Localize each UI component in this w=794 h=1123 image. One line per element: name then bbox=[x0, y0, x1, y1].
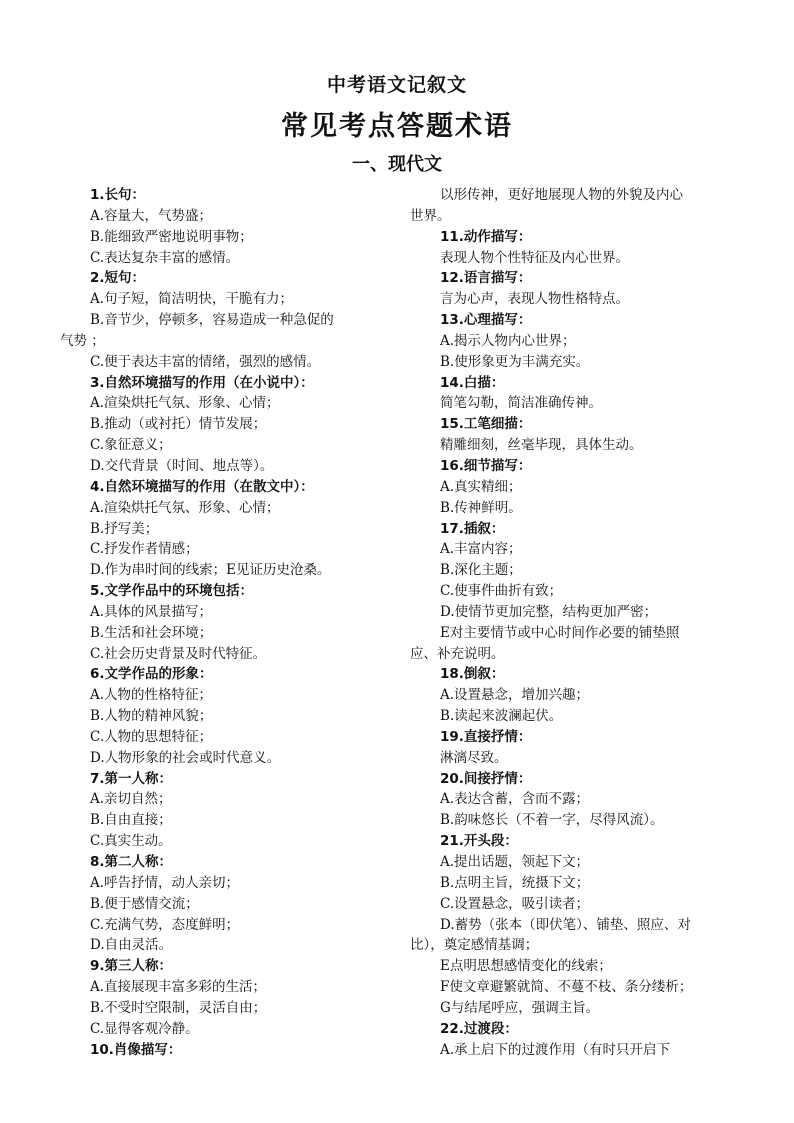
item-text: D.自由灵活。 bbox=[90, 937, 173, 954]
item-heading: 10.肖像描写： bbox=[90, 1041, 182, 1058]
item-text: C.使事件曲折有致； bbox=[440, 583, 563, 600]
item-text: C.象征意义； bbox=[90, 437, 172, 454]
item-heading: 1.长句： bbox=[90, 187, 146, 203]
item-text: B.能细致严密地说明事物； bbox=[90, 228, 253, 245]
item-text: B.推动（或衬托）情节发展； bbox=[90, 416, 267, 433]
item-heading: 8.第二人称： bbox=[90, 854, 173, 870]
item-text: 世界。 bbox=[410, 207, 451, 224]
item-text: B.生活和社会环境； bbox=[90, 624, 213, 641]
item-heading: 20.间接抒情： bbox=[440, 770, 532, 787]
item-text: C.设置悬念，吸引读者； bbox=[440, 895, 590, 912]
item-text: F使文章避繁就简、不蔓不枝、条分缕析； bbox=[440, 979, 693, 996]
item-text: D.交代背景（时间、地点等）。 bbox=[90, 457, 274, 474]
section-heading: 一、现代文 bbox=[352, 154, 442, 175]
item-text: E点明思想感情变化的线索； bbox=[440, 958, 612, 975]
item-heading: 4.自然环境描写的作用（在散文中）： bbox=[90, 478, 314, 495]
item-text: B.点明主旨，统摄下文； bbox=[440, 874, 590, 891]
item-text: D.人物形象的社会或时代意义。 bbox=[90, 749, 281, 766]
item-text: B.深化主题； bbox=[440, 562, 522, 579]
item-text: B.读起来波澜起伏。 bbox=[440, 708, 563, 725]
item-text: A.亲切自然； bbox=[90, 791, 172, 808]
item-text: B.韵味悠长（不着一字，尽得风流）。 bbox=[440, 812, 664, 829]
item-text: C.社会历史背景及时代特征。 bbox=[90, 645, 267, 662]
item-text: 简笔勾勒，简洁准确传神。 bbox=[440, 395, 602, 412]
item-heading: 15.工笔细描： bbox=[440, 416, 532, 433]
item-text: A.承上启下的过渡作用（有时只开启下 bbox=[440, 1041, 671, 1058]
item-heading: 6.文学作品的形象： bbox=[90, 666, 213, 683]
item-text: G与结尾呼应，强调主旨。 bbox=[440, 999, 600, 1016]
item-text: 淋漓尽致。 bbox=[440, 749, 508, 766]
item-text: A.表达含蓄，含而不露； bbox=[440, 791, 590, 808]
item-text: E对主要情节或中心时间作必要的铺垫照 bbox=[440, 624, 680, 641]
item-text: D.作为串时间的线索；E见证历史沧桑。 bbox=[90, 562, 331, 579]
item-text: B.自由直接； bbox=[90, 812, 172, 829]
document-subtitle: 常见考点答题术语 bbox=[281, 111, 513, 142]
item-text: A.直接展现丰富多彩的生活； bbox=[90, 979, 267, 996]
item-text: C.充满气势，态度鲜明； bbox=[90, 916, 240, 933]
item-text: A.句子短，简洁明快，干脆有力； bbox=[90, 291, 294, 308]
item-text: A.人物的性格特征； bbox=[90, 687, 213, 704]
item-text: 比），奠定感情基调； bbox=[410, 937, 539, 954]
item-text: 应、补充说明。 bbox=[410, 645, 505, 662]
item-text: C.真实生动。 bbox=[90, 833, 172, 850]
item-text: D.使情节更加完整，结构更加严密； bbox=[440, 603, 658, 620]
item-text: A.呼告抒情，动人亲切； bbox=[90, 874, 240, 891]
item-text: A.丰富内容； bbox=[440, 541, 522, 558]
item-heading: 12.语言描写： bbox=[440, 270, 532, 287]
right-column bbox=[410, 185, 735, 1060]
item-text: A.渲染烘托气氛、形象、心情； bbox=[90, 395, 280, 412]
item-text: 以形传神，更好地展现人物的外貌及内心 bbox=[440, 187, 683, 203]
item-heading: 18.倒叙： bbox=[440, 666, 505, 683]
item-text: A.设置悬念，增加兴趣； bbox=[440, 687, 590, 704]
item-text: B.人物的精神风貌； bbox=[90, 708, 213, 725]
item-heading: 17.插叙： bbox=[440, 520, 505, 537]
item-text: B.抒写美； bbox=[90, 520, 159, 537]
item-text: A.具体的风景描写； bbox=[90, 603, 213, 620]
item-text: A.容量大，气势盛； bbox=[90, 207, 213, 224]
item-text: B.使形象更为丰满充实。 bbox=[440, 353, 590, 370]
item-text: A.提出话题，领起下文； bbox=[440, 854, 590, 870]
item-heading: 16.细节描写： bbox=[440, 457, 532, 474]
item-heading: 14.白描： bbox=[440, 374, 505, 391]
item-text: C.便于表达丰富的情绪，强烈的感情。 bbox=[90, 353, 321, 370]
left-column bbox=[60, 185, 390, 1060]
item-text: B.音节少，停顿多，容易造成一种急促的 bbox=[90, 312, 334, 329]
item-text: 气势 ； bbox=[60, 332, 105, 349]
document-title: 中考语文记叙文 bbox=[326, 74, 467, 96]
item-text: A.真实精细； bbox=[440, 478, 522, 495]
item-text: C.抒发作者情感； bbox=[90, 541, 199, 558]
item-text: 言为心声，表现人物性格特点。 bbox=[440, 291, 629, 308]
item-heading: 13.心理描写： bbox=[440, 312, 532, 329]
item-heading: 11.动作描写： bbox=[440, 228, 532, 245]
item-heading: 9.第三人称： bbox=[90, 958, 173, 975]
item-heading: 22.过渡段： bbox=[440, 1020, 518, 1037]
item-heading: 5.文学作品中的环境包括： bbox=[90, 583, 254, 600]
item-heading: 19.直接抒情： bbox=[440, 728, 532, 745]
item-text: B.传神鲜明。 bbox=[440, 499, 522, 516]
item-heading: 21.开头段： bbox=[440, 833, 518, 850]
item-text: C.人物的思想特征； bbox=[90, 728, 213, 745]
item-heading: 7.第一人称： bbox=[90, 770, 173, 787]
item-text: A.渲染烘托气氛、形象、心情； bbox=[90, 499, 280, 516]
item-text: D.蓄势（张本（即伏笔）、铺垫、照应、对 bbox=[440, 916, 691, 933]
item-text: 表现人物个性特征及内心世界。 bbox=[440, 249, 629, 266]
item-text: A.揭示人物内心世界； bbox=[440, 332, 576, 349]
item-text: C.表达复杂丰富的感情。 bbox=[90, 249, 240, 266]
item-text: 精雕细刻，丝毫毕现，具体生动。 bbox=[440, 437, 643, 454]
item-text: B.便于感情交流； bbox=[90, 895, 199, 912]
item-text: C.显得客观冷静。 bbox=[90, 1020, 199, 1037]
item-text: B.不受时空限制，灵活自由； bbox=[90, 999, 267, 1016]
item-heading: 2.短句： bbox=[90, 270, 146, 287]
item-heading: 3.自然环境描写的作用（在小说中）： bbox=[90, 374, 314, 391]
